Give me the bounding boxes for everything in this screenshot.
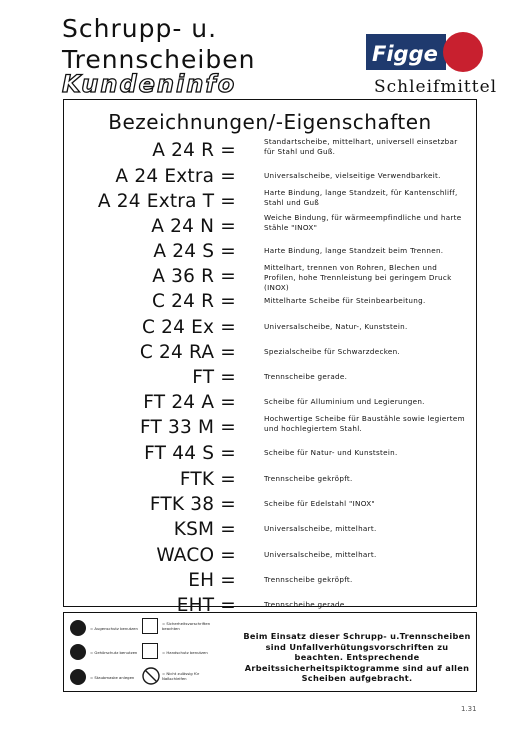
designation-code: EHT = — [176, 595, 236, 616]
title-line-2: Trennscheiben — [62, 45, 256, 74]
designation-row — [64, 314, 476, 339]
designation-description: Harte Bindung, lange Standzeit beim Trennen. — [264, 246, 444, 255]
designation-description: Trennscheibe gekröpft. — [264, 474, 353, 483]
designation-row — [64, 389, 476, 414]
picto-label-hand: = Handschutz benutzen — [162, 650, 208, 655]
ear-protection-icon — [70, 644, 86, 660]
designation-row — [64, 339, 476, 364]
designation-code: WACO = — [156, 545, 236, 566]
safety-footer — [63, 612, 477, 692]
designation-code: FTK 38 = — [149, 494, 236, 515]
designation-description: Scheibe für Natur- und Kunststein. — [264, 448, 398, 457]
designation-code: A 36 R = — [152, 266, 236, 287]
logo-circle — [443, 32, 483, 72]
book-icon — [142, 618, 158, 634]
designation-description: Harte Bindung, lange Standzeit, für Kantenschliff, Stahl und Guß — [264, 188, 458, 207]
designation-row — [64, 466, 476, 491]
designation-row — [64, 567, 476, 592]
designation-row — [64, 263, 476, 292]
hand-machine-icon — [142, 643, 158, 659]
title-line-3: Kundeninfo — [62, 70, 237, 98]
designation-code: FT 44 S = — [144, 443, 236, 464]
designation-code: KSM = — [173, 519, 236, 540]
safety-notice: Beim Einsatz dieser Schrupp- u.Trennscheiben sind Unfallverhütungsvorschriften zu beachten. Entsprechende Arbeitssicherheitspiktogramme sind auf allen Scheiben aufgebracht. — [243, 631, 471, 683]
designation-description: Scheibe für Alluminium und Legierungen. — [264, 397, 425, 406]
designation-code: FT 24 A = — [143, 392, 236, 413]
designation-code: A 24 Extra T = — [97, 191, 236, 212]
no-wet-grinding-icon — [142, 667, 160, 685]
designation-description: Standartscheibe, mittelhart, universell einsetzbar für Stahl und Guß. — [264, 137, 458, 156]
section-title: Bezeichnungen/-Eigenschaften — [108, 110, 432, 134]
designation-code: EH = — [188, 570, 236, 591]
designation-description: Mittelharte Scheibe für Steinbearbeitung. — [264, 296, 426, 305]
designation-code: A 24 S = — [153, 241, 236, 262]
designation-description: Universalscheibe, mittelhart. — [264, 524, 377, 533]
dust-mask-icon — [70, 669, 86, 685]
designation-row — [64, 516, 476, 541]
designation-code: FT 33 M = — [139, 417, 236, 438]
designation-row — [64, 137, 476, 162]
designation-description: Hochwertige Scheibe für Baustähle sowie legiertem und hochlegiertem Stahl. — [264, 414, 465, 433]
designation-row — [64, 440, 476, 465]
designation-row — [64, 213, 476, 238]
designation-description: Trennscheibe gerade. — [264, 600, 348, 609]
picto-label-goggles: = Augenschutz benutzen — [90, 626, 138, 631]
designation-row — [64, 163, 476, 188]
designation-row — [64, 491, 476, 516]
designation-description: Universalscheibe, mittelhart. — [264, 550, 377, 559]
designation-row — [64, 288, 476, 313]
designation-code: A 24 Extra = — [115, 166, 236, 187]
picto-label-mask: = Staubmaske anlegen — [90, 675, 135, 680]
picto-label-nowet: = Nicht zulässig für Naßschleifen — [162, 671, 200, 681]
picto-label-ear: = Gehörschutz benutzen — [90, 650, 138, 655]
designation-code: A 24 N = — [151, 216, 236, 237]
figge-logo — [366, 30, 484, 74]
designation-table — [63, 99, 477, 616]
designation-description: Trennscheibe gerade. — [264, 372, 348, 381]
designation-description: Universalscheibe, Natur-, Kunststein. — [264, 322, 408, 331]
designation-row — [64, 414, 476, 439]
designation-description: Universalscheibe, vielseitige Verwendbarkeit. — [264, 171, 441, 180]
designation-code: C 24 RA = — [139, 342, 236, 363]
logo-brand-text: Figge — [372, 42, 438, 66]
designation-code: FTK = — [179, 469, 236, 490]
designation-description: Weiche Bindung, für wärmeempfindliche und harte Stähle "INOX" — [264, 213, 462, 232]
title-line-1: Schrupp- u. — [62, 14, 218, 43]
designation-description: Scheibe für Edelstahl "INOX" — [264, 499, 376, 508]
designation-row — [64, 542, 476, 567]
designation-row — [64, 188, 476, 213]
designation-description: Mittelhart, trennen von Rohren, Blechen und Profilen, hohe Trennleistung bei geringem Druck (INOX) — [264, 263, 452, 292]
logo-subtitle: Schleifmittel — [374, 77, 498, 97]
page-number: 1.31 — [461, 705, 477, 713]
designation-code: A 24 R = — [152, 140, 236, 161]
designation-description: Trennscheibe gekröpft. — [264, 575, 353, 584]
designation-description: Spezialscheibe für Schwarzdecken. — [264, 347, 401, 356]
picto-label-book: = Sicherheitsvorschriften beachten — [162, 621, 211, 631]
designation-code: C 24 R = — [151, 291, 236, 312]
designation-row — [64, 238, 476, 263]
designation-row — [64, 364, 476, 389]
designation-code: FT = — [192, 367, 236, 388]
designation-code: C 24 Ex = — [141, 317, 236, 338]
goggles-icon — [70, 620, 86, 636]
